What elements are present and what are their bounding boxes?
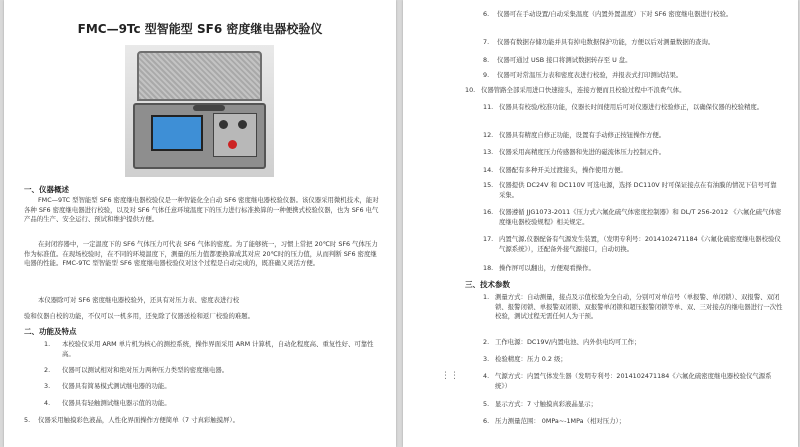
spec-item [483, 400, 783, 410]
item-number: 14. [483, 166, 494, 174]
item-text: 气源方式：内置气体发生器（发明专利号：2014102471184《六氟化硫密度继电器校验仪气源系统》） [495, 372, 772, 390]
item-number: 3. [483, 355, 490, 363]
item-number: 7. [483, 38, 490, 46]
feature-item [483, 166, 783, 176]
touch-screen-graphic [151, 115, 203, 151]
feature-item [44, 382, 379, 392]
document-page-right [403, 0, 798, 447]
item-number: 4. [483, 372, 490, 380]
instrument-photo [125, 45, 274, 177]
feature-item [483, 235, 783, 254]
item-text: 仪器具有轻触测试继电器示值的功能。 [62, 399, 171, 407]
spec-item [483, 338, 783, 348]
overview-paragraph-3: 本仪器除可对 SF6 密度继电器校验外，还具有对压力表、密度表进行校 [38, 296, 240, 304]
item-number: 9. [483, 71, 490, 79]
item-text: 仪器配有多种开关过渡接头，操作使用方便。 [499, 166, 627, 174]
feature-item [24, 416, 384, 426]
feature-item [483, 181, 783, 200]
item-number: 18. [483, 264, 494, 272]
item-text: 仪器管路全部采用进口快速接头，连接方便而且校验过程中不浪费气体。 [481, 86, 686, 94]
item-text: 仪器提供 DC24V 和 DC110V 可选电源，选择 DC110V 时可保证接点在有油膜的情况下信号可靠采集。 [499, 181, 777, 199]
document-page-left [4, 0, 396, 447]
section-heading-specs: 三、技术参数 [465, 280, 510, 289]
overview-paragraph-2: 在封闭容器中，一定温度下的 SF6 气体压力可代表 SF6 气体的密度。为了能够统一，习惯上常把 20℃时 SF6 气体压力作为标准值。在现场校验时，在不同的环境温度下，测量的压力值都要换算成其对应 20℃时的压力值，从而判断 SF6 密度继电器的性能。FMC-9TC 型智能型 SF6 密度继电器校验仪对这个过程是自动完成的，既准确又灵活方便。 [24, 240, 378, 267]
item-text: 仪器可通过 USB 接口将测试数据转存至 U 盘。 [497, 56, 632, 64]
spec-item [483, 293, 783, 322]
item-number: 1. [483, 293, 490, 301]
item-text: 显示方式：7 寸触摸真彩液晶显示； [495, 400, 597, 408]
item-number: 16. [483, 208, 494, 216]
item-number: 11. [483, 103, 494, 111]
feature-item [44, 366, 379, 376]
item-number: 3. [44, 382, 51, 390]
feature-item [483, 38, 783, 48]
item-number: 15. [483, 181, 494, 189]
feature-item [483, 71, 783, 81]
item-text: 仪器采用高精度压力传感器和先进的磁流体压力控制元件。 [499, 148, 666, 156]
case-body-graphic [133, 103, 266, 169]
item-text: 内置气源,仪器配备有气源发生装置，（发明专利号：2014102471184《六氟化硫密度继电器校验仪气源系统》），还配备外接气源接口，自动切换。 [499, 235, 781, 253]
item-number: 2. [44, 366, 51, 374]
item-text: 检验精度：压力 0.2 级； [495, 355, 567, 363]
spec-item [483, 372, 783, 391]
item-text: 仪器具有简易模式测试继电器的功能。 [62, 382, 171, 390]
feature-item [44, 340, 379, 359]
feature-item [483, 56, 783, 66]
item-number: 1. [44, 340, 51, 348]
item-text: 压力测量范围： 0MPa~-1MPa（相对压力）； [495, 417, 626, 425]
spec-item [483, 417, 783, 427]
feature-item [483, 103, 783, 113]
item-number: 13. [483, 148, 494, 156]
item-text: 测量方式：自动测量，接点及示值校验为全自动，分别可对单信号（单报警、单闭锁）、双报警、双闭锁、报警闭锁、单报警双闭锁、双报警单闭锁和超压报警闭锁等单、双、三对接点的继电器进行一次性校验，测试过程无需任何人为干预。 [495, 293, 783, 320]
item-text: 仪器遵循 JJG1073-2011《压力式六氟化硫气体密度控制器》和 DL/T 256-2012 《六氟化硫气体密度继电器校验规程》相关规定。 [499, 208, 782, 226]
item-number: 2. [483, 338, 490, 346]
item-number: 10. [465, 86, 476, 94]
case-handle-graphic [193, 105, 225, 111]
item-text: 仪器具有校验/校准功能，仪器长时间使用后可对仪器进行校验修正，以确保仪器的校验精度。 [499, 103, 764, 111]
item-number: 4. [44, 399, 51, 407]
drag-handle-icon[interactable]: ⋮⋮ [441, 371, 459, 381]
feature-item [483, 264, 783, 274]
spec-item [483, 355, 783, 365]
knob-icon [219, 120, 228, 129]
item-text: 仪器具有精度自修正功能，设置有手动修正按钮操作方便。 [499, 131, 666, 139]
overview-paragraph-1: FMC—9TC 型智能型 SF6 密度继电器校验仪是一种智能化全自动 SF6 密度继电器校验仪器。该仪器采用微机技术，能对各种 SF6 密度继电器进行校验，以及对 SF6 气体任意环境温度下的压力进行标准换算的一种便携式校验仪器，也为 SF6 电气产品的生产、安全运行、预试和维护提供方便。 [24, 196, 379, 223]
item-text: 仪器可以测试相对和绝对压力两种压力类型的密度继电器。 [62, 366, 229, 374]
item-text: 本校验仪采用 ARM 单片机为核心的测控系统，操作界面采用 ARM 计算机，自动化程度高、重复性好、可靠性高。 [62, 340, 374, 358]
feature-item [483, 10, 783, 20]
item-text: 操作屏可以翻出，方便观看操作。 [499, 264, 595, 272]
item-text: 工作电源：DC19V/内置电池、内外供电均可工作； [495, 338, 641, 346]
item-text: 仪器采用触摸彩色液晶，人性化界面操作方便简单（7 寸真彩触摸屏）。 [38, 416, 240, 424]
item-number: 12. [483, 131, 494, 139]
section-heading-overview: 一、仪器概述 [24, 185, 69, 194]
overview-paragraph-4: 验和仪器自校的功能，不仅可以一机多用，还免除了仪器送检和返厂校验的难题。 [24, 312, 255, 320]
feature-item [483, 131, 783, 141]
item-text: 仪器可对常温压力表和密度表进行校验，并报表式打印测试结果。 [497, 71, 683, 79]
control-panel-graphic [213, 113, 257, 157]
item-number: 6. [483, 417, 490, 425]
item-number: 6. [483, 10, 490, 18]
item-text: 仪器可在手动设置/自动采集温度（内置外置温度）下对 SF6 密度继电器进行校验。 [497, 10, 733, 18]
section-heading-features: 二、功能及特点 [24, 327, 77, 336]
item-number: 17. [483, 235, 494, 243]
item-number: 5. [483, 400, 490, 408]
knob-icon [238, 120, 247, 129]
item-number: 8. [483, 56, 490, 64]
case-lid-graphic [137, 51, 262, 101]
feature-item [483, 208, 783, 227]
power-switch-icon [228, 140, 237, 149]
item-number: 5. [24, 416, 31, 424]
feature-item [465, 86, 785, 96]
feature-item [44, 399, 379, 409]
item-text: 仪器有数据存储功能并具有掉电数据保护功能，方便以后对测量数据的查询。 [497, 38, 715, 46]
feature-item [483, 148, 783, 158]
document-title: FMC—9Tc 型智能型 SF6 密度继电器校验仪 [77, 22, 323, 36]
